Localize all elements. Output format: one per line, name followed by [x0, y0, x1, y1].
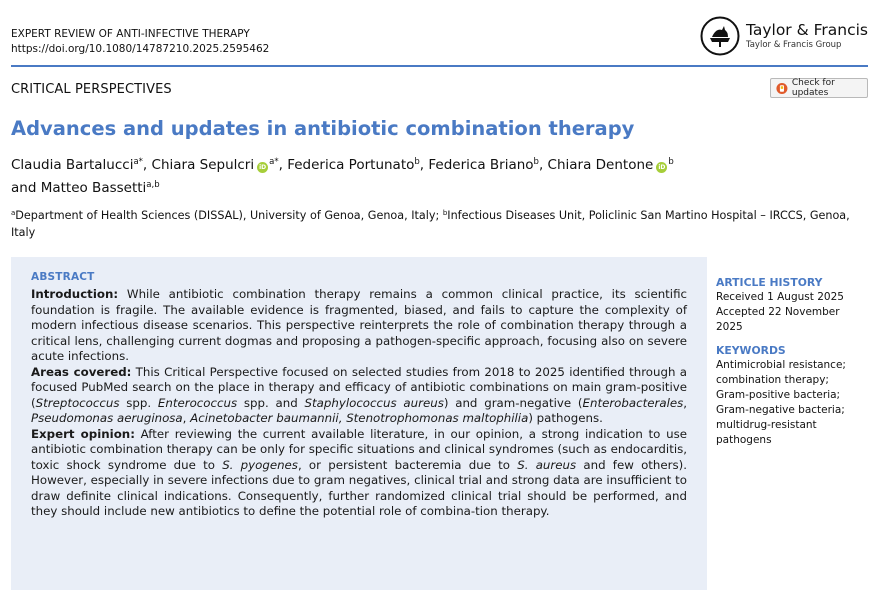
text-segment: spp. and	[237, 395, 305, 410]
text-segment: This Critical Perspective focused on selected studies from 2018 to 2025 identified through a focused PubMed search on the place in therapy and efficacy of antibiotic combinations on main gram-positive (	[31, 364, 688, 410]
author-affiliation-marker: b	[668, 157, 674, 167]
affiliation-a: Department of Health Sciences (DISSAL), University of Genoa, Genoa, Italy;	[15, 209, 443, 222]
received-date: Received 1 August 2025	[716, 291, 844, 303]
taylor-francis-logo-icon	[700, 16, 740, 56]
italic-term: S. pyogenes	[222, 457, 298, 472]
doi-link[interactable]: https://doi.org/10.1080/14787210.2025.2595462	[11, 43, 270, 55]
publisher-group: Taylor & Francis Group	[745, 40, 842, 50]
abstract-body	[31, 287, 687, 520]
text-segment: and few others). However, especially in severe infections due to gram negatives, clinical trial and strong data are insufficient to draw definite clinical indications. Consequently, further randomized clinical trial should be performed, and they should include new antibiotics to define the potential role of combina-tion therapy.	[31, 457, 687, 518]
abstract-areas-covered	[31, 365, 687, 427]
italic-term: S. aureus	[517, 457, 577, 472]
publisher-logo	[700, 16, 868, 56]
text-segment: , or persistent bacteremia due to	[297, 457, 518, 472]
abstract-introduction	[31, 287, 687, 365]
keyword-item: Gram-negative bacteria;	[716, 404, 845, 416]
journal-name: EXPERT REVIEW OF ANTI-INFECTIVE THERAPY	[11, 28, 250, 40]
header-divider	[11, 65, 868, 67]
introduction-label: Introduction:	[31, 287, 119, 301]
italic-term: Staphylococcus aureus	[304, 395, 444, 410]
author-name[interactable]: Federica Portunato	[287, 157, 415, 173]
text-segment: ,	[182, 411, 191, 425]
author-list	[11, 152, 871, 198]
author-separator: ,	[142, 157, 152, 173]
affiliation-a-marker: a	[11, 209, 16, 217]
author-affiliation-marker: a,b	[146, 180, 160, 190]
keyword-item: combination therapy;	[716, 374, 829, 386]
abstract-box	[11, 257, 707, 590]
abstract-heading: ABSTRACT	[31, 271, 95, 283]
author-separator: ,	[278, 157, 288, 173]
keyword-item: Gram-positive bacteria;	[716, 389, 841, 401]
author-name[interactable]: Federica Briano	[428, 157, 534, 173]
text-segment: ) and gram-negative (	[443, 395, 583, 410]
keyword-item: multidrug-resistant	[716, 419, 817, 431]
keywords-heading: KEYWORDS	[716, 344, 786, 357]
text-segment: ) pathogens.	[528, 411, 603, 425]
keywords	[716, 343, 866, 448]
author-name[interactable]: Chiara Sepulcri	[151, 157, 255, 173]
affiliation-b-marker: b	[442, 209, 448, 217]
article-history	[716, 275, 866, 335]
abstract-expert-opinion	[31, 427, 687, 520]
author-affiliation-marker: a*	[269, 157, 279, 167]
check-updates-label: Check for updates	[791, 78, 835, 98]
keyword-item: pathogens	[716, 434, 772, 446]
affiliations	[11, 205, 869, 241]
article-sidebar	[716, 275, 866, 456]
author-separator: ,	[419, 157, 429, 173]
author-separator: ,	[538, 157, 548, 173]
introduction-text: While antibiotic combination therapy remains a common clinical practice, its scientific foundation is fragile. The available evidence is fragmented, biased, and fails to capture the complexity of modern infectious disease scenarios. This perspective reinterprets the role of combination therapy through a critical lens, challenging current dogmas and proposing a pathogen-specific approach, focusing also on severe acute infections.	[31, 287, 687, 363]
author-affiliation-marker: b	[414, 157, 420, 167]
author-affiliation-marker: b	[533, 157, 539, 167]
article-title: Advances and updates in antibiotic combination therapy	[11, 117, 635, 140]
expert-opinion-label: Expert opinion:	[31, 426, 135, 441]
article-history-heading: ARTICLE HISTORY	[716, 276, 823, 289]
section-label: CRITICAL PERSPECTIVES	[11, 82, 172, 97]
text-segment: spp.	[119, 395, 158, 410]
areas-covered-label: Areas covered:	[31, 364, 132, 379]
accepted-date-line2: 2025	[716, 321, 743, 333]
author-name[interactable]: Claudia Bartalucci	[11, 157, 134, 173]
text-segment: ,	[683, 395, 687, 410]
author-affiliation-marker: a*	[133, 157, 143, 167]
italic-term: Acinetobacter baumannii, Stenotrophomonas maltophilia	[190, 411, 529, 425]
italic-term: Enterococcus	[157, 395, 238, 410]
italic-term: Enterobacterales	[582, 395, 684, 410]
check-updates-icon	[776, 82, 788, 95]
text-segment: After reviewing the current available literature, in our opinion, a strong indication to use antibiotic combination therapy can be only for specific situations and clinical syndromes (such as endocarditis, toxic shock syndrome due to	[31, 426, 687, 472]
author-name[interactable]: Chiara Dentone	[547, 157, 654, 173]
keyword-item: Antimicrobial resistance;	[716, 359, 846, 371]
orcid-icon[interactable]: iD	[658, 164, 666, 171]
publisher-name: Taylor & Francis	[745, 21, 868, 39]
italic-term: Pseudomonas aeruginosa	[31, 411, 183, 425]
italic-term: Streptococcus	[35, 395, 120, 410]
author-name[interactable]: and Matteo Bassetti	[11, 180, 147, 196]
orcid-icon[interactable]: iD	[259, 164, 267, 171]
check-updates-button[interactable]	[770, 78, 868, 98]
affiliation-b: Infectious Diseases Unit, Policlinic San Martino Hospital – IRCCS, Genoa, Italy	[11, 209, 850, 239]
accepted-date-line1: Accepted 22 November	[716, 306, 840, 318]
